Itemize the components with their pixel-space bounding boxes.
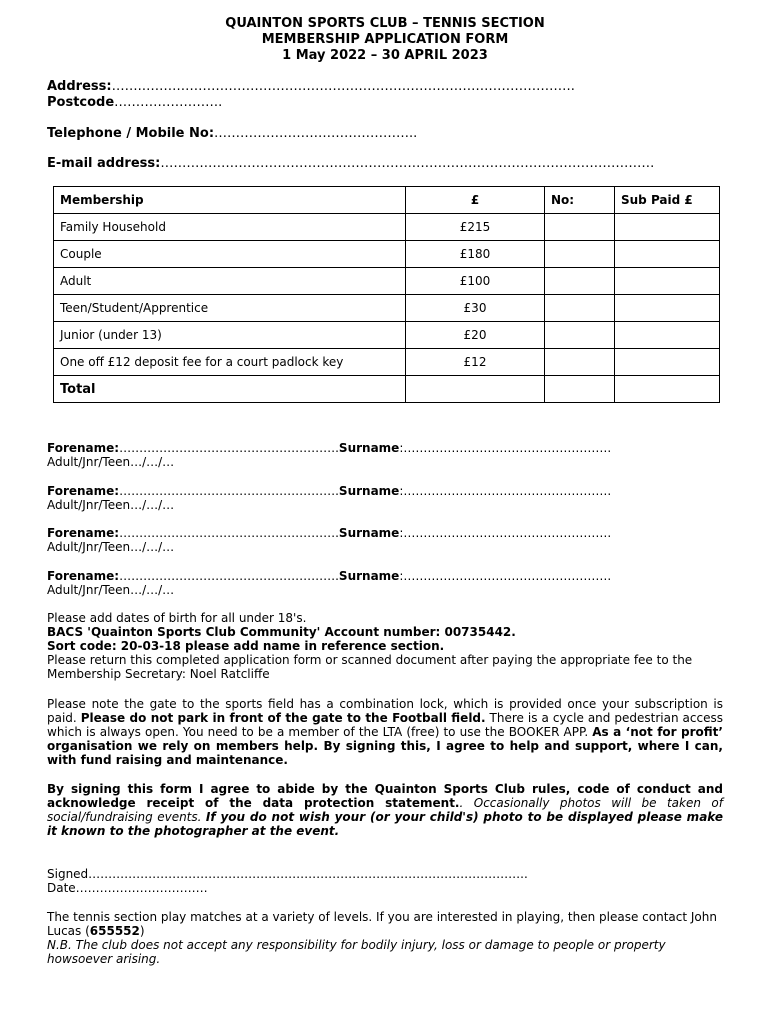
surname-label: Surname — [338, 441, 400, 455]
membership-type: Teen/Student/Apprentice — [54, 295, 406, 322]
membership-price: £180 — [406, 241, 545, 268]
total-price-cell[interactable] — [406, 376, 545, 403]
membership-type: Couple — [54, 241, 406, 268]
gate-parking-warning: Please do not park in front of the gate to the Football field. — [80, 711, 486, 725]
table-row — [54, 214, 720, 241]
membership-type: Junior (under 13) — [54, 322, 406, 349]
postcode-label: Postcode — [47, 95, 115, 110]
membership-price: £12 — [406, 349, 545, 376]
play-text: The tennis section play matches at a variety of levels. If you are interested in playing, then please contact John Lucas ( — [47, 910, 717, 938]
telephone-dots: ……………………………………….. — [214, 126, 418, 141]
sub-paid-cell[interactable] — [615, 268, 720, 295]
surname-dots: :……………………………………………. — [399, 441, 612, 455]
gate-text-a: Please note the gate to the sports field has a combination lock, which is provided once your subscription is paid. — [47, 697, 723, 725]
forename-dots: ………………………………………………. — [119, 526, 339, 540]
surname-dots: :……………………………………………. — [399, 569, 612, 583]
table-row — [54, 349, 720, 376]
telephone-label: Telephone / Mobile No: — [47, 126, 215, 141]
forename-dots: ………………………………………………. — [119, 569, 339, 583]
member-category: Adult/Jnr/Teen…/…/… — [47, 583, 175, 597]
play-info — [47, 910, 723, 938]
membership-price: £20 — [406, 322, 545, 349]
photo-note: . Occasionally photos will be taken of social/fundraising events. — [47, 796, 724, 824]
member-category: Adult/Jnr/Teen…/…/… — [47, 455, 175, 469]
liability-disclaimer: N.B. The club does not accept any responsibility for bodily injury, loss or damage to people or property howsoever arising. — [47, 938, 666, 966]
membership-type: Adult — [54, 268, 406, 295]
agreement-notice — [47, 782, 723, 838]
email-label: E-mail address: — [47, 156, 161, 171]
forename-label: Forename: — [47, 441, 120, 455]
surname-label: Surname — [338, 569, 400, 583]
forename-label: Forename: — [47, 526, 120, 540]
table-row — [54, 322, 720, 349]
play-text-end: ) — [139, 924, 145, 938]
gate-text-c: There is a cycle and pedestrian access which is always open. You need to be a member of the LTA (free) to use the BOOKER APP. — [47, 711, 723, 739]
total-label: Total — [54, 376, 406, 403]
signature-block[interactable] — [47, 867, 723, 895]
forename-label: Forename: — [47, 569, 120, 583]
number-cell[interactable] — [545, 295, 615, 322]
number-cell[interactable] — [545, 322, 615, 349]
forename-dots: ………………………………………………. — [119, 441, 339, 455]
header-form-title: MEMBERSHIP APPLICATION FORM — [261, 32, 509, 47]
address-label: Address: — [47, 79, 112, 94]
member-entry[interactable] — [47, 441, 611, 469]
table-row — [54, 241, 720, 268]
form-header — [0, 16, 770, 64]
number-cell[interactable] — [545, 268, 615, 295]
contact-phone: 655552 — [89, 924, 140, 938]
total-number-cell[interactable] — [545, 376, 615, 403]
sort-code-label: Sort code — [47, 639, 112, 653]
sub-paid-cell[interactable] — [615, 214, 720, 241]
col-number: No: — [545, 187, 615, 214]
membership-price: £100 — [406, 268, 545, 295]
table-row — [54, 295, 720, 322]
telephone-field[interactable] — [47, 126, 417, 142]
table-row — [54, 268, 720, 295]
table-header-row — [54, 187, 720, 214]
forename-label: Forename: — [47, 484, 120, 498]
header-date-range: 1 May 2022 – 30 APRIL 2023 — [282, 48, 488, 63]
surname-dots: :……………………………………………. — [399, 526, 612, 540]
number-cell[interactable] — [545, 349, 615, 376]
membership-price: £215 — [406, 214, 545, 241]
date-line[interactable]: Date…………………………… — [47, 881, 208, 895]
agreement-text: By signing this form I agree to abide by the Quainton Sports Club rules, code of conduct and acknowledge receipt of the data protection statement. — [47, 782, 723, 810]
table-total-row — [54, 376, 720, 403]
signed-line[interactable]: Signed……………………………………………………………………………………………….. — [47, 867, 528, 881]
sort-code-value: : 20-03-18 please add name in reference section. — [111, 639, 445, 653]
member-category: Adult/Jnr/Teen…/…/… — [47, 540, 175, 554]
return-instructions: Please return this completed application form or scanned document after paying the appropriate fee to the Membership Secretary: Noel Ratcliffe — [47, 653, 693, 681]
total-sub-paid-cell[interactable] — [615, 376, 720, 403]
dob-note: Please add dates of birth for all under 18's. — [47, 611, 307, 625]
membership-type: Family Household — [54, 214, 406, 241]
photo-opt-out: If you do not wish your (or your child's) photo to be displayed please make it known to the photographer at the event. — [47, 810, 723, 838]
membership-type: One off £12 deposit fee for a court padlock key — [54, 349, 406, 376]
col-sub-paid: Sub Paid £ — [615, 187, 720, 214]
gate-volunteer-note: As a ‘not for profit’ organisation we rely on members help. By signing this, I agree to help and support, where I can, with fund raising and maintenance. — [47, 725, 723, 767]
sub-paid-cell[interactable] — [615, 295, 720, 322]
sub-paid-cell[interactable] — [615, 349, 720, 376]
payment-notes — [47, 611, 723, 681]
sub-paid-cell[interactable] — [615, 241, 720, 268]
email-dots: …………………………………………………………………………………………………… — [160, 156, 655, 171]
bacs-details: BACS 'Quainton Sports Club Community' Account number: 00735442. — [47, 625, 516, 639]
membership-price: £30 — [406, 295, 545, 322]
address-field[interactable] — [47, 79, 575, 95]
member-category: Adult/Jnr/Teen…/…/… — [47, 498, 175, 512]
email-field[interactable] — [47, 156, 654, 172]
surname-label: Surname — [338, 526, 400, 540]
address-dots: …….………………………………………………………………………………………. — [111, 79, 575, 94]
number-cell[interactable] — [545, 214, 615, 241]
postcode-dots: ……………………. — [114, 95, 223, 110]
footer-notes — [47, 910, 723, 966]
surname-label: Surname — [338, 484, 400, 498]
member-entry[interactable] — [47, 484, 611, 512]
gate-notice — [47, 697, 723, 767]
postcode-field[interactable] — [47, 95, 222, 111]
sort-code — [47, 639, 723, 653]
surname-dots: :……………………………………………. — [399, 484, 612, 498]
membership-table — [53, 186, 720, 403]
sub-paid-cell[interactable] — [615, 322, 720, 349]
header-club-title: QUAINTON SPORTS CLUB – TENNIS SECTION — [225, 16, 545, 31]
member-entry[interactable] — [47, 526, 611, 554]
number-cell[interactable] — [545, 241, 615, 268]
forename-dots: ………………………………………………. — [119, 484, 339, 498]
member-entry[interactable] — [47, 569, 611, 597]
col-membership: Membership — [54, 187, 406, 214]
col-price: £ — [406, 187, 545, 214]
